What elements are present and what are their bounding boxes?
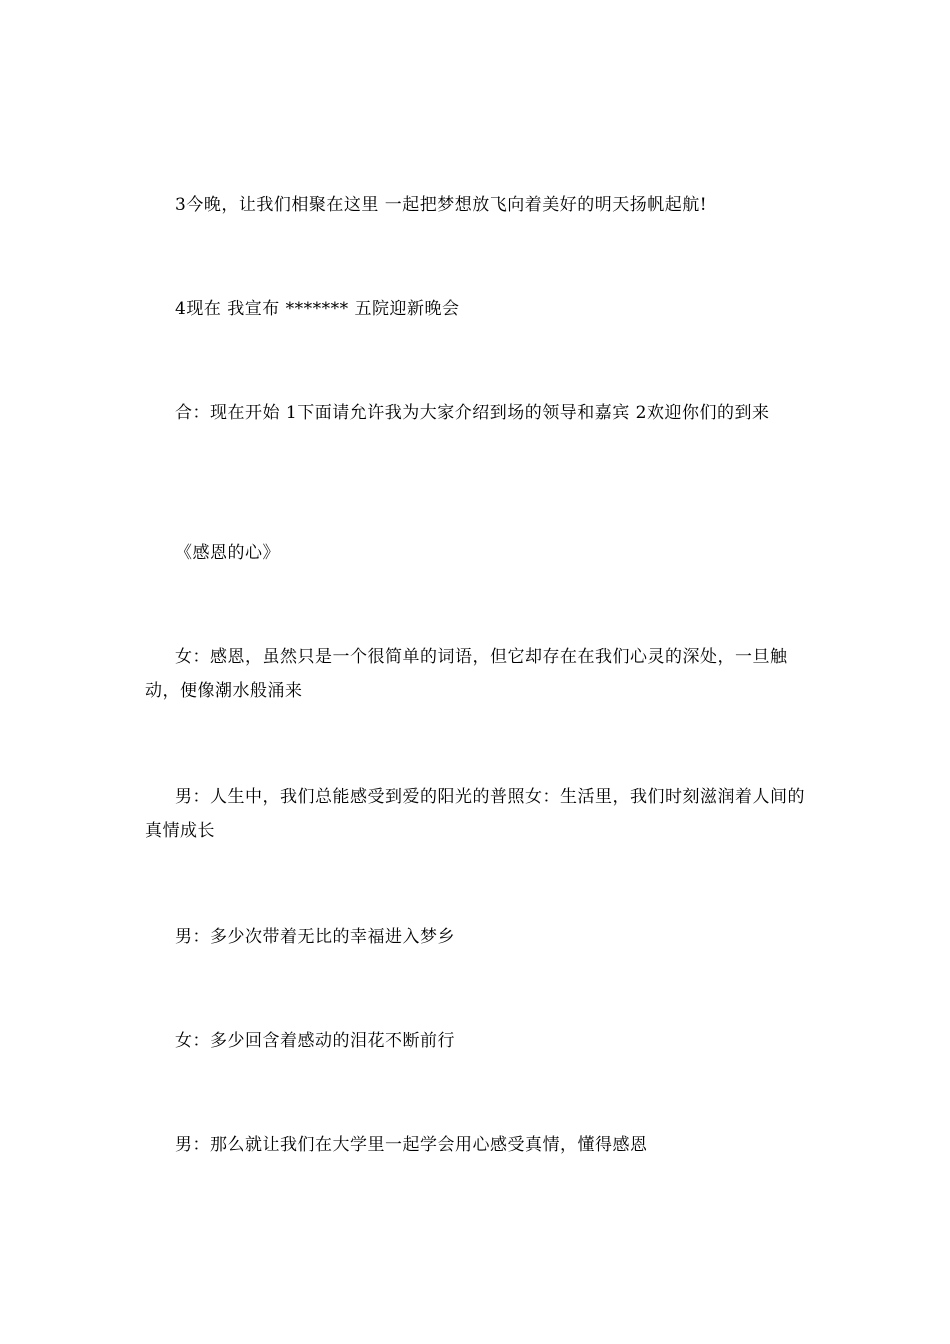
section-title: 《感恩的心》 — [175, 543, 280, 563]
paragraph-female-gratitude: 女：感恩，虽然只是一个很简单的词语，但它却存在在我们心灵的深处，一旦触动，便像潮水般涌来 — [145, 647, 788, 701]
paragraph-male-dreams: 男：多少次带着无比的幸福进入梦乡 — [175, 927, 455, 947]
paragraph-opening-line: 3今晚，让我们相聚在这里 一起把梦想放飞向着美好的明天扬帆起航! — [175, 195, 708, 215]
paragraph-male-sunshine: 男：人生中，我们总能感受到爱的阳光的普照女：生活里，我们时刻滋润着人间的真情成长 — [145, 787, 805, 841]
paragraph-male-university: 男：那么就让我们在大学里一起学会用心感受真情，懂得感恩 — [175, 1135, 648, 1155]
paragraph-announcement: 4现在 我宣布 ******* 五院迎新晚会 — [175, 299, 460, 319]
paragraph-welcome-guests: 合：现在开始 1下面请允许我为大家介绍到场的领导和嘉宾 2欢迎你们的到来 — [175, 403, 770, 423]
paragraph-female-tears: 女：多少回含着感动的泪花不断前行 — [175, 1031, 455, 1051]
